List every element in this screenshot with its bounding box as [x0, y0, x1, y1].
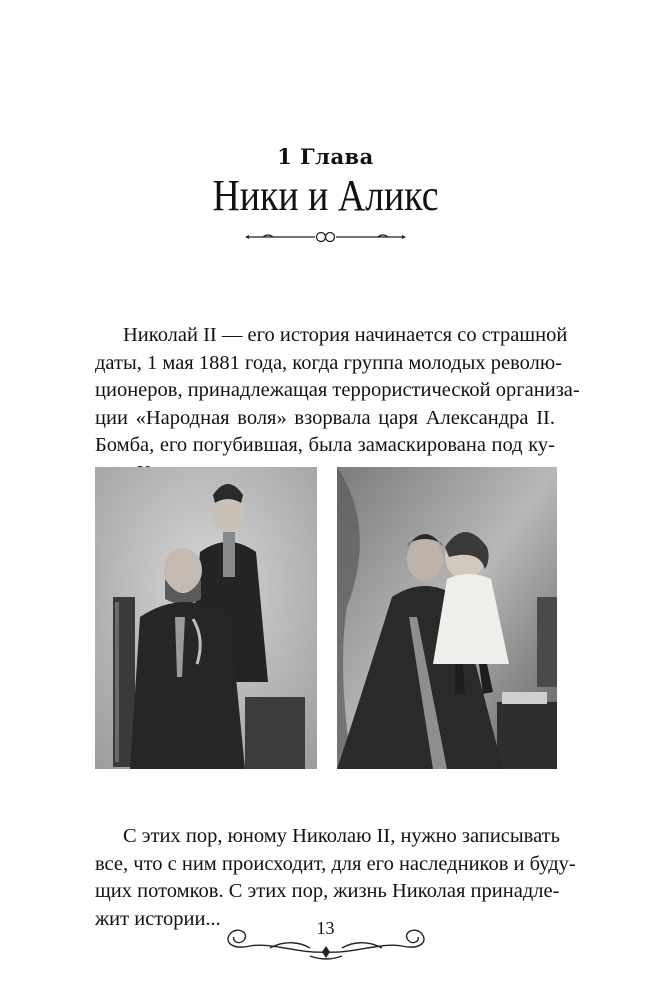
- chapter-number: 1 Глава: [277, 144, 374, 169]
- chapter-title: Ники и Аликс: [212, 171, 439, 220]
- text-line: даты, 1 мая 1881 года, когда группа молодых револю-: [95, 351, 562, 374]
- page-number: 13: [316, 918, 335, 938]
- text-line: С этих пор, юному Николаю II, нужно записывать: [123, 825, 560, 847]
- photo-man-and-woman: [95, 467, 317, 769]
- text-line: щих потомков. С этих пор, жизнь Николая принадле-: [95, 880, 560, 902]
- text-line: Николай II — его история начинается со страшной: [123, 324, 568, 346]
- text-line: ции «Народная воля» взорвала царя Александра II.: [95, 406, 555, 429]
- text-line: ционеров, принадлежащая террористической организа-: [95, 379, 580, 401]
- photo-woman-and-child: [337, 467, 557, 769]
- text-line: все, что с ним происходит, для его наследников и буду-: [95, 852, 576, 875]
- paragraph-1: [95, 322, 580, 487]
- title-divider-ornament: [243, 226, 408, 248]
- text-line: Бомба, его погубившая, была замаскирована под ку-: [95, 434, 555, 456]
- text-line: жит истории...: [95, 907, 221, 930]
